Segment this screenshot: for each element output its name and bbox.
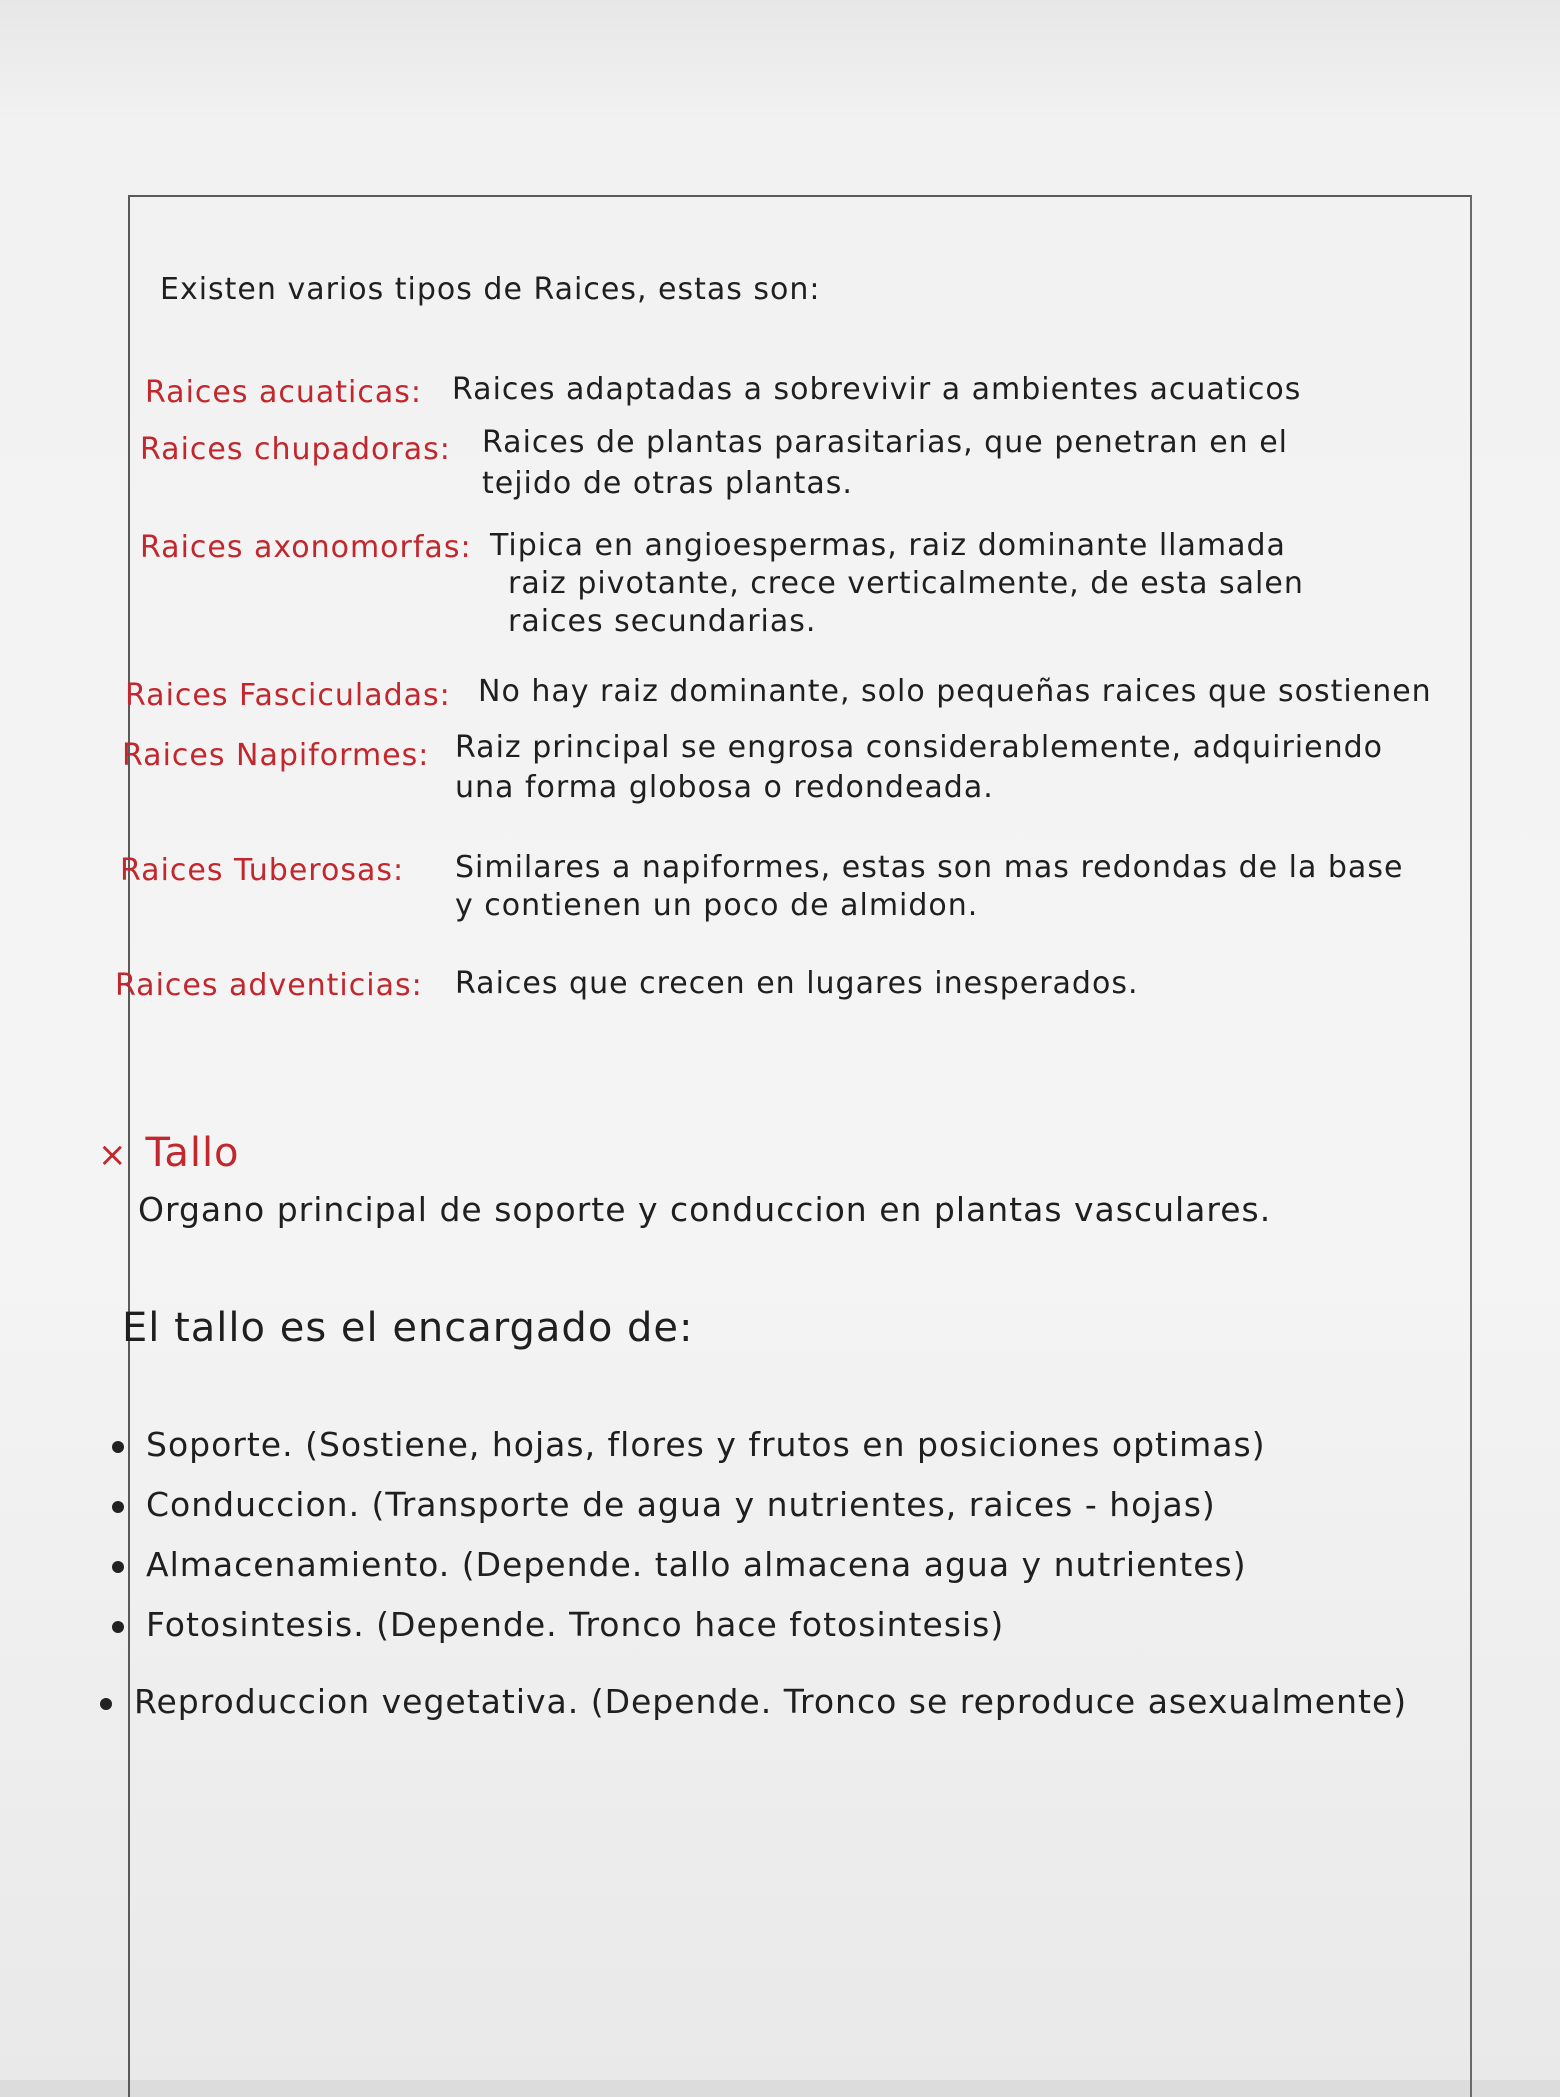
tallo-heading-row — [98, 1130, 240, 1176]
intro-text: Existen varios tipos de Raices, estas son: — [160, 272, 821, 307]
root-def-axonomorfas-2: raiz pivotante, crece verticalmente, de esta salen — [508, 566, 1304, 601]
function-item: Conduccion. (Transporte de agua y nutrientes, raices - hojas) — [112, 1485, 1216, 1524]
tallo-subheading: El tallo es el encargado de: — [122, 1305, 694, 1351]
function-item: Soporte. (Sostiene, hojas, flores y frutos en posiciones optimas) — [112, 1425, 1266, 1464]
bullet-icon — [112, 1561, 124, 1573]
root-def-fasciculadas: No hay raiz dominante, solo pequeñas raices que sostienen — [478, 674, 1432, 709]
bullet-icon — [112, 1501, 124, 1513]
root-term-axonomorfas: Raices axonomorfas: — [140, 530, 472, 565]
root-term-chupadoras: Raices chupadoras: — [140, 432, 451, 467]
root-term-tuberosas: Raices Tuberosas: — [120, 853, 405, 888]
root-def-adventicias: Raices que crecen en lugares inesperados. — [455, 966, 1139, 1001]
bullet-icon — [100, 1698, 112, 1710]
root-term-napiformes: Raices Napiformes: — [122, 738, 430, 773]
function-item: Almacenamiento. (Depende. tallo almacena agua y nutrientes) — [112, 1545, 1247, 1584]
root-def-chupadoras-1: Raices de plantas parasitarias, que penetran en el — [482, 425, 1289, 460]
bullet-icon — [112, 1621, 124, 1633]
root-def-tuberosas-2: y contienen un poco de almidon. — [455, 888, 979, 923]
function-item: Reproduccion vegetativa. (Depende. Tronco se reproduce asexualmente) — [100, 1682, 1407, 1721]
root-def-napiformes-2: una forma globosa o redondeada. — [455, 770, 994, 805]
root-def-acuaticas: Raices adaptadas a sobrevivir a ambientes acuaticos — [452, 372, 1302, 407]
root-term-acuaticas: Raices acuaticas: — [145, 375, 423, 410]
root-term-fasciculadas: Raices Fasciculadas: — [125, 678, 451, 713]
root-def-napiformes-1: Raiz principal se engrosa considerablemente, adquiriendo — [455, 730, 1383, 765]
x-mark-icon: × — [98, 1135, 128, 1175]
bullet-icon — [112, 1441, 124, 1453]
root-def-axonomorfas-3: raices secundarias. — [508, 604, 817, 639]
tallo-definition: Organo principal de soporte y conduccion en plantas vasculares. — [138, 1190, 1272, 1229]
function-item: Fotosintesis. (Depende. Tronco hace fotosintesis) — [112, 1605, 1004, 1644]
root-def-tuberosas-1: Similares a napiformes, estas son mas redondas de la base — [455, 850, 1404, 885]
root-def-axonomorfas-1: Tipica en angioespermas, raiz dominante llamada — [490, 528, 1286, 563]
root-term-adventicias: Raices adventicias: — [115, 968, 423, 1003]
tallo-heading: Tallo — [145, 1130, 240, 1176]
root-def-chupadoras-2: tejido de otras plantas. — [482, 466, 853, 501]
